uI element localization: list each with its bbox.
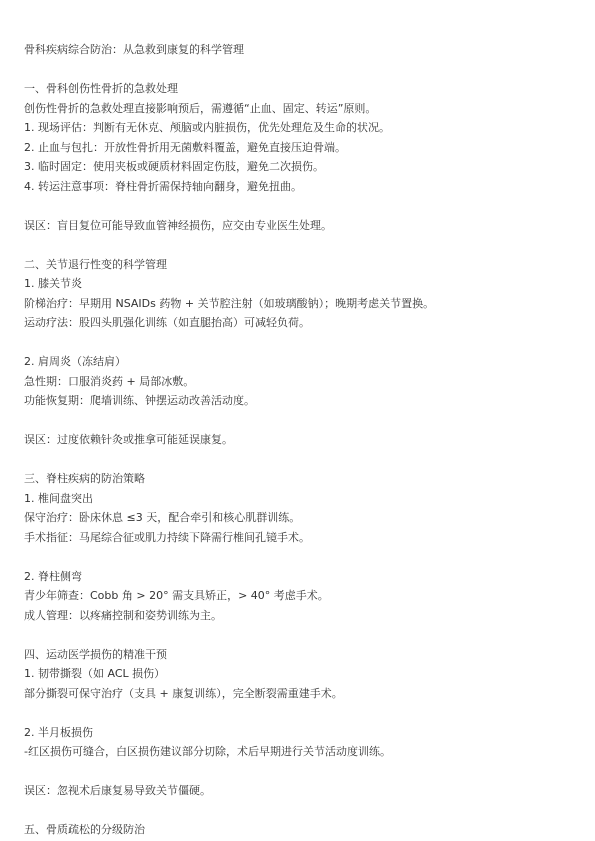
paragraph-line: 运动疗法：股四头肌强化训练（如直腿抬高）可减轻负荷。	[24, 316, 310, 329]
paragraph-line: 功能恢复期：爬墙训练、钟摆运动改善活动度。	[24, 394, 255, 407]
paragraph-line: -红区损伤可缝合，白区损伤建议部分切除，术后早期进行关节活动度训练。	[24, 745, 391, 758]
spacer	[24, 703, 595, 723]
list-item: 4. 转运注意事项：脊柱骨折需保持轴向翻身，避免扭曲。	[24, 179, 302, 193]
section-heading: 四、运动医学损伤的精准干预	[24, 647, 167, 661]
paragraph-line: 阶梯治疗：早期用 NSAIDs 药物 + 关节腔注射（如玻璃酸钠）；晚期考虑关节置换。	[24, 296, 435, 310]
section-heading: 三、脊柱疾病的防治策略	[24, 472, 145, 485]
misconception-note: 误区：盲目复位可能导致血管神经损伤，应交由专业医生处理。	[24, 218, 332, 232]
subsection-title: 2. 脊柱侧弯	[24, 569, 82, 583]
paragraph-line: 青少年筛查：Cobb 角 > 20° 需支具矫正，> 40° 考虑手术。	[24, 589, 329, 602]
section-heading: 五、骨质疏松的分级防治	[24, 823, 145, 836]
paragraph-line: 创伤性骨折的急救处理直接影响预后，需遵循“止血、固定、转运”原则。	[24, 101, 377, 115]
spacer	[24, 762, 595, 782]
list-item: 1. 现场评估：判断有无休克、颅脑或内脏损伤，优先处理危及生命的状况。	[24, 121, 390, 134]
subsection-title: 2. 肩周炎（冻结肩）	[24, 355, 126, 368]
list-item: 3. 临时固定：使用夹板或硬质材料固定伤肢，避免二次损伤。	[24, 160, 324, 173]
spacer	[24, 196, 595, 216]
list-item: 2. 止血与包扎：开放性骨折用无菌敷料覆盖，避免直接压迫骨端。	[24, 140, 346, 154]
misconception-note: 误区：忽视术后康复易导致关节僵硬。	[24, 784, 211, 797]
section-heading: 二、关节退行性变的科学管理	[24, 257, 167, 271]
spacer	[24, 547, 595, 567]
subsection-title: 2. 半月板损伤	[24, 725, 93, 739]
spacer	[24, 333, 595, 353]
spacer	[24, 801, 595, 821]
subsection-title: 1. 韧带撕裂（如 ACL 损伤）	[24, 667, 166, 680]
paragraph-line: 部分撕裂可保守治疗（支具 + 康复训练），完全断裂需重建手术。	[24, 686, 343, 700]
document-title: 骨科疾病综合防治：从急救到康复的科学管理	[24, 43, 244, 56]
subsection-title: 1. 膝关节炎	[24, 277, 82, 290]
paragraph-line: 保守治疗：卧床休息 ≤3 天，配合牵引和核心肌群训练。	[24, 511, 301, 524]
paragraph-line: 急性期：口服消炎药 + 局部冰敷。	[24, 374, 195, 388]
spacer	[24, 625, 595, 645]
misconception-note: 误区：过度依赖针灸或推拿可能延误康复。	[24, 433, 233, 446]
section-heading: 一、骨科创伤性骨折的急救处理	[24, 82, 178, 95]
spacer	[24, 235, 595, 255]
paragraph-line: 成人管理：以疼痛控制和姿势训练为主。	[24, 608, 222, 622]
spacer	[24, 60, 595, 80]
subsection-title: 1. 椎间盘突出	[24, 491, 93, 505]
spacer	[24, 450, 595, 470]
paragraph-line: 手术指征：马尾综合征或肌力持续下降需行椎间孔镜手术。	[24, 530, 310, 544]
spacer	[24, 411, 595, 431]
